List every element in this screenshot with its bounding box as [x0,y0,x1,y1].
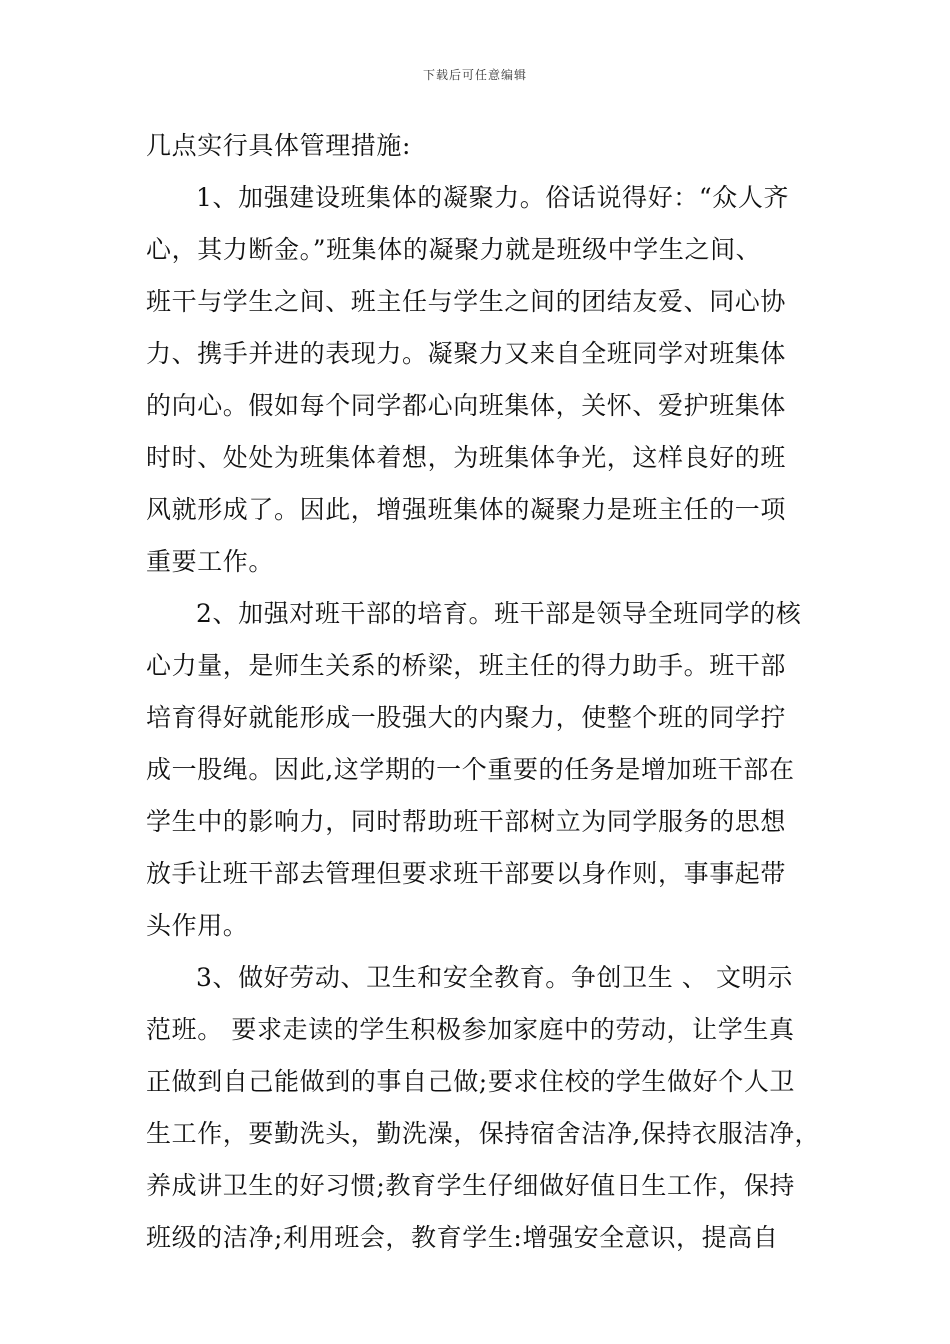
text-line: 重要工作。 [146,547,275,576]
text-line: 养成讲卫生的好习惯;教育学生仔细做好值日生工作，保持 [146,1171,796,1200]
text-line: 班干与学生之间、班主任与学生之间的团结友爱、同心协 [146,287,787,316]
text-line: 成一股绳。因此,这学期的一个重要的任务是增加班干部在 [146,755,795,784]
page-header: 下载后可任意编辑 [422,68,527,82]
text-line: 正做到自己能做到的事自己做;要求住校的学生做好个人卫 [146,1067,796,1096]
text-line: 生工作，要勤洗头，勤洗澡，保持宿舍洁净,保持衣服洁净， [146,1119,821,1148]
text-line: 班级的洁净;利用班会，教育学生:增强安全意识，提高自 [146,1223,779,1252]
text-line: 学生中的影响力，同时帮助班干部树立为同学服务的思想 [146,807,787,836]
text-line: 几点实行具体管理措施: [146,131,412,160]
text-line: 时时、处处为班集体着想，为班集体争光，这样良好的班 [146,443,787,472]
text-line: 心力量，是师生关系的桥梁，班主任的得力助手。班干部 [146,651,787,680]
paragraph-2-start: 2、加强对班干部的培育。班干部是领导全班同学的核 [196,599,802,628]
text-line: 心，其力断金。”班集体的凝聚力就是班级中学生之间、 [146,235,762,264]
text-line: 的向心。假如每个同学都心向班集体，关怀、爱护班集体 [146,391,787,420]
document-body [146,128,821,1272]
paragraph-3-start: 3、做好劳动、卫生和安全教育。争创卫生 、 文明示 [196,963,793,992]
text-line: 头作用。 [146,911,249,940]
text-line: 放手让班干部去管理但要求班干部要以身作则，事事起带 [146,859,787,888]
text-line: 力、携手并进的表现力。凝聚力又来自全班同学对班集体 [146,339,787,368]
paragraph-1-start: 1、加强建设班集体的凝聚力。俗话说得好：“众人齐 [196,183,790,212]
text-line: 培育得好就能形成一股强大的内聚力，使整个班的同学拧 [146,703,787,732]
text-line: 风就形成了。因此，增强班集体的凝聚力是班主任的一项 [146,495,787,524]
text-line: 范班。 要求走读的学生积极参加家庭中的劳动，让学生真 [146,1015,795,1044]
